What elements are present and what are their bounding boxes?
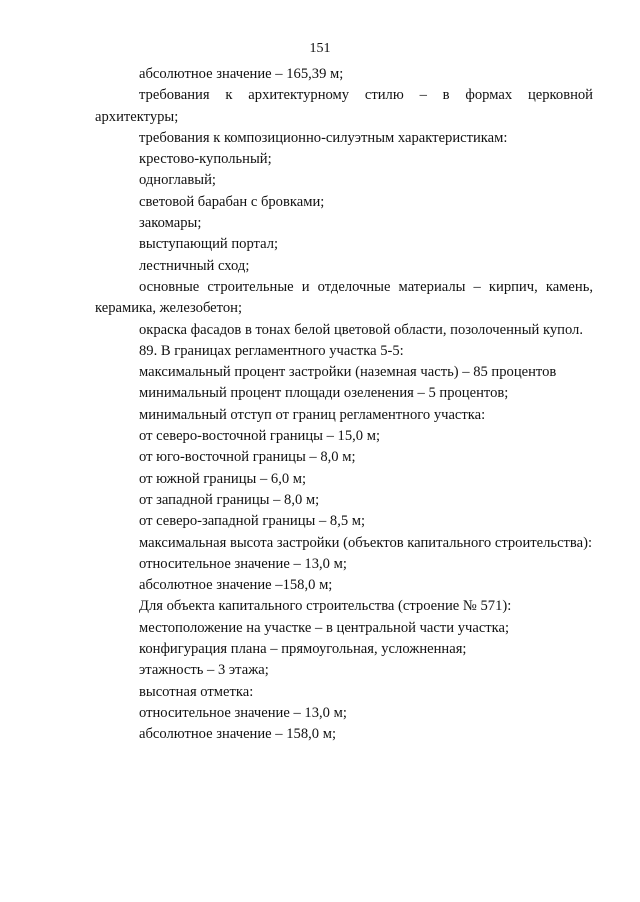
paragraph: местоположение на участке – в центральной части участка; (139, 619, 510, 636)
paragraph: абсолютное значение – 165,39 м; (139, 66, 344, 82)
paragraph: от северо-западной границы – 8,5 м; (139, 513, 366, 530)
paragraph: этажность – 3 этажа; (139, 662, 269, 679)
page-number: 151 (309, 41, 331, 56)
paragraph: минимальный отступ от границ регламентного участка: (139, 406, 486, 423)
section-heading: 89. В границах регламентного участка 5-5: (139, 342, 404, 359)
paragraph: закомары; (139, 215, 202, 232)
paragraph: относительное значение – 13,0 м; (139, 704, 347, 721)
paragraph: от западной границы – 8,0 м; (139, 491, 320, 508)
paragraph: максимальный процент застройки (наземная часть) – 85 процентов (139, 364, 557, 381)
paragraph: от юго-восточной границы – 8,0 м; (139, 449, 356, 466)
paragraph: высотная отметка: (139, 683, 254, 700)
paragraph: лестничный сход; (139, 257, 250, 274)
paragraph: световой барабан с бровками; (139, 193, 325, 210)
paragraph: максимальная высота застройки (объектов капитального строительства): (139, 534, 593, 551)
paragraph: требования к архитектурному стилю – в формах церковной архитектуры; (95, 87, 593, 125)
paragraph: абсолютное значение –158,0 м; (139, 577, 333, 594)
paragraph: минимальный процент площади озеленения – 5 процентов; (139, 385, 509, 402)
paragraph: от северо-восточной границы – 15,0 м; (139, 428, 381, 445)
paragraph: от южной границы – 6,0 м; (139, 470, 307, 487)
paragraph: крестово-купольный; (139, 151, 272, 168)
paragraph: абсолютное значение – 158,0 м; (139, 726, 337, 743)
paragraph: одноглавый; (139, 172, 216, 189)
paragraph: Для объекта капитального строительства (строение № 571): (139, 598, 512, 615)
paragraph: относительное значение – 13,0 м; (139, 555, 347, 572)
paragraph: требования к композиционно-силуэтным характеристикам: (139, 129, 508, 146)
paragraph: конфигурация плана – прямоугольная, усложненная; (139, 641, 467, 658)
document-body (95, 64, 593, 746)
paragraph: основные строительные и отделочные материалы – кирпич, камень, керамика, железобетон; (95, 278, 593, 317)
paragraph: выступающий портал; (139, 236, 279, 253)
paragraph: окраска фасадов в тонах белой цветовой области, позолоченный купол. (139, 321, 583, 338)
